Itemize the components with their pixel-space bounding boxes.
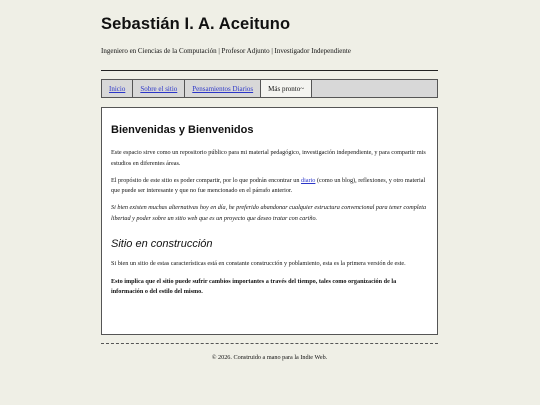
footer-text: © 2026. Construido a mano para la Indie Web. (211, 354, 328, 361)
nav-item-sobre-el-sitio[interactable] (133, 80, 185, 97)
diario-link[interactable]: diario (300, 176, 316, 184)
site-tagline: Ingeniero en Ciencias de la Computación | Profesor Adjunto | Investigador Independiente (101, 47, 351, 55)
nav-link-pensamientos-diarios[interactable]: Pensamientos Diarios (192, 84, 254, 93)
site-title: Sebastián I. A. Aceituno (101, 15, 291, 33)
construction-paragraph: Si bien un sitio de estas características está en constante construcción y poblamiento, esta es la primera versión de este. (111, 259, 406, 267)
purpose-paragraph (111, 176, 428, 198)
nav-item-inicio[interactable] (102, 80, 133, 97)
freedom-paragraph: Si bien existen muchas alternativas hoy en día, he preferido abandonar cualquier estructura convencional para tener completa libertad y poder sobre un sitio web que es un proyecto que deseo tratar con cariño. (111, 204, 427, 222)
nav-item-pensamientos-diarios[interactable] (185, 80, 261, 97)
intro-paragraph: Este espacio sirve como un repositorio público para mi material pedagógico, investigación independiente, y para compartir mis estudios en diferentes áreas. (111, 149, 426, 167)
purpose-text-start: El propósito de este sitio es poder compartir, por lo que podrán encontrar un (111, 176, 301, 184)
welcome-heading: Bienvenidas y Bienvenidos (111, 124, 254, 136)
main-content (101, 107, 438, 335)
main-nav (101, 79, 438, 98)
changes-notice: Esto implica que el sitio puede sufrir cambios importantes a través del tiempo, tales como organización de la información o del estilo del mismo. (111, 277, 397, 296)
footer-divider (101, 343, 438, 344)
header-divider (101, 70, 438, 71)
construction-heading: Sitio en construcción (111, 237, 213, 250)
purpose-text-end: (como un blog), reflexiones, y otro material que puede ser interesante y que no fue mencionado en el párrafo anterior. (111, 176, 426, 195)
nav-item-mas-pronto: Más pronto~ (261, 80, 312, 97)
nav-link-inicio[interactable]: Inicio (109, 84, 126, 93)
nav-link-sobre-el-sitio[interactable]: Sobre el sitio (140, 84, 178, 93)
